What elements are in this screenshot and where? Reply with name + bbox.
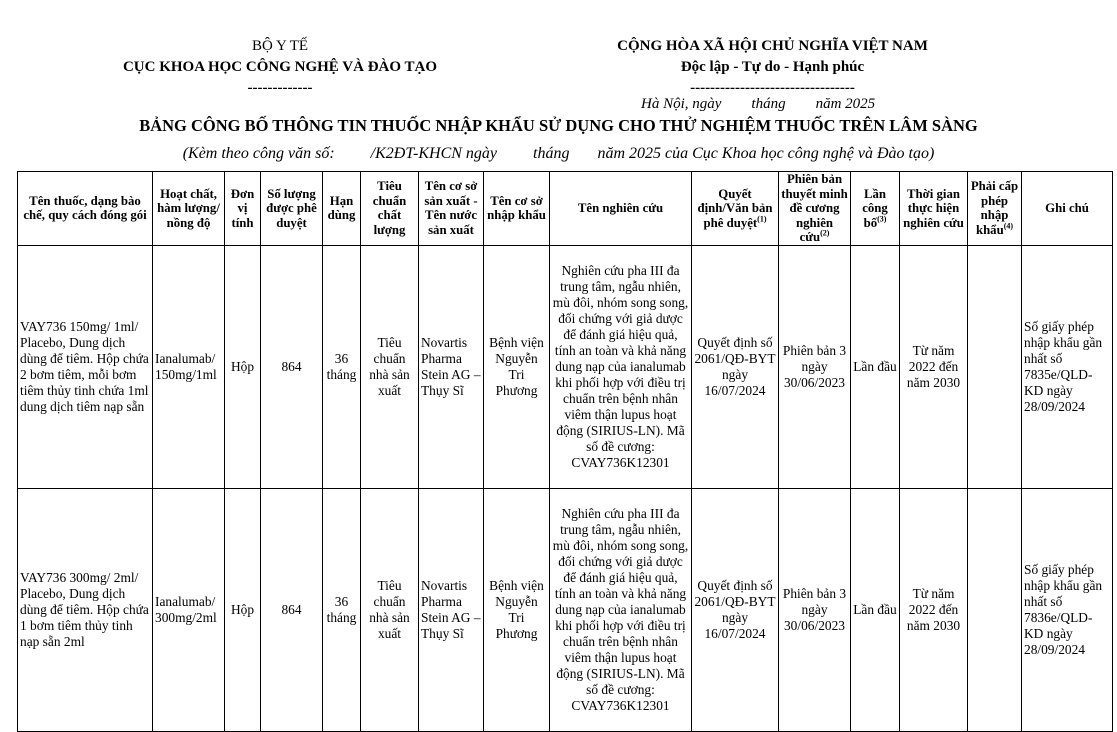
col-header-permit-label: Phải cấp phép nhập khẩu (970, 179, 1019, 237)
cell-ingredient: Ianalumab/ 300mg/2ml (153, 488, 225, 731)
col-header-study: Tên nghiên cứu (550, 172, 692, 246)
cell-note: Số giấy phép nhập khẩu gần nhất số 7836e/QLD-KD ngày 28/09/2024 (1022, 488, 1113, 731)
cell-quantity: 864 (261, 245, 323, 488)
document-subtitle: (Kèm theo công văn số: /K2ĐT-KHCN ngày tháng năm 2025 của Cục Khoa học công nghệ và Đào tạo) (182, 145, 935, 162)
col-header-manufacturer: Tên cơ sở sản xuất - Tên nước sản xuất (419, 172, 484, 246)
national-motto: Độc lập - Tự do - Hạnh phúc (680, 59, 865, 75)
national-underline: --------------------------------- (690, 80, 855, 96)
cell-ingredient: Ianalumab/ 150mg/1ml (153, 245, 225, 488)
cell-unit: Hộp (225, 245, 261, 488)
cell-quantity: 864 (261, 488, 323, 731)
col-header-note: Ghi chú (1022, 172, 1113, 246)
footnote-marker: (3) (877, 214, 887, 224)
cell-permit (968, 245, 1022, 488)
cell-expiry: 36 tháng (323, 488, 361, 731)
col-header-announce (851, 172, 900, 246)
cell-drug: VAY736 300mg/ 2ml/ Placebo, Dung dịch dùng để tiêm. Hộp chứa 1 bơm tiêm thủy tinh nạp sẵn 2ml (18, 488, 153, 731)
document-title: BẢNG CÔNG BỐ THÔNG TIN THUỐC NHẬP KHẨU SỬ DỤNG CHO THỬ NGHIỆM THUỐC TRÊN LÂM SÀNG (139, 116, 978, 135)
national-title: CỘNG HÒA XÃ HỘI CHỦ NGHĨA VIỆT NAM (617, 38, 928, 54)
col-header-importer: Tên cơ sở nhập khẩu (484, 172, 550, 246)
document-date: Hà Nội, ngày tháng năm 2025 (641, 96, 876, 112)
footnote-marker: (4) (1003, 221, 1014, 231)
col-header-version (779, 172, 851, 246)
cell-period: Từ năm 2022 đến năm 2030 (900, 245, 968, 488)
national-header (560, 36, 985, 99)
col-header-period: Thời gian thực hiện nghiên cứu (900, 172, 968, 246)
col-header-version-label: Phiên bản thuyết minh đề cương nghiên cứu (781, 172, 848, 244)
agency-header (60, 36, 500, 99)
cell-unit: Hộp (225, 488, 261, 731)
cell-importer: Bệnh viện Nguyễn Tri Phương (484, 488, 550, 731)
cell-note: Số giấy phép nhập khẩu gần nhất số 7835e/QLD-KD ngày 28/09/2024 (1022, 245, 1113, 488)
cell-drug: VAY736 150mg/ 1ml/ Placebo, Dung dịch dùng để tiêm. Hộp chứa 2 bơm tiêm, mỗi bơm tiêm thủy tinh chứa 1ml dung dịch tiêm nạp sẵn (18, 245, 153, 488)
cell-version: Phiên bản 3 ngày 30/06/2023 (779, 245, 851, 488)
col-header-standard: Tiêu chuẩn chất lượng (361, 172, 419, 246)
col-header-quantity: Số lượng được phê duyệt (261, 172, 323, 246)
cell-permit (968, 488, 1022, 731)
col-header-drug: Tên thuốc, dạng bào chế, quy cách đóng gói (18, 172, 153, 246)
col-header-decision-label: Quyết định/Văn bản phê duyệt (697, 186, 773, 230)
table-row (18, 488, 1113, 731)
cell-manufacturer: Novartis Pharma Stein AG – Thụy Sĩ (419, 488, 484, 731)
table-row (18, 245, 1113, 488)
table-header-row (18, 172, 1113, 246)
cell-study: Nghiên cứu pha III đa trung tâm, ngẫu nhiên, mù đôi, nhóm song song, đối chứng với giả dược để đánh giá hiệu quả, tính an toàn và khả năng dung nạp của ianalumab khi phối hợp với điều trị chuẩn trên bệnh nhân viêm thận lupus hoạt động (SIRIUS-LN). Mã số đề cương: CVAY736K12301 (550, 245, 692, 488)
col-header-ingredient: Hoạt chất, hàm lượng/ nồng độ (153, 172, 225, 246)
col-header-permit (968, 172, 1022, 246)
cell-standard: Tiêu chuẩn nhà sản xuất (361, 488, 419, 731)
footnote-marker: (1) (757, 214, 767, 224)
cell-decision: Quyết định số 2061/QĐ-BYT ngày 16/07/2024 (692, 488, 779, 731)
col-header-expiry: Hạn dùng (323, 172, 361, 246)
cell-announce: Lần đầu (851, 488, 900, 731)
cell-study: Nghiên cứu pha III đa trung tâm, ngẫu nhiên, mù đôi, nhóm song song, đối chứng với giả dược để đánh giá hiệu quả, tính an toàn và khả năng dung nạp của ianalumab khi phối hợp với điều trị chuẩn trên bệnh nhân viêm thận lupus hoạt động (SIRIUS-LN). Mã số đề cương: CVAY736K12301 (550, 488, 692, 731)
agency-underline: ------------- (247, 80, 313, 96)
cell-period: Từ năm 2022 đến năm 2030 (900, 488, 968, 731)
cell-manufacturer: Novartis Pharma Stein AG – Thụy Sĩ (419, 245, 484, 488)
cell-expiry: 36 tháng (323, 245, 361, 488)
cell-announce: Lần đầu (851, 245, 900, 488)
agency-name: CỤC KHOA HỌC CÔNG NGHỆ VÀ ĐÀO TẠO (122, 59, 438, 75)
col-header-unit: Đơn vị tính (225, 172, 261, 246)
drug-table (17, 171, 1113, 732)
cell-standard: Tiêu chuẩn nhà sản xuất (361, 245, 419, 488)
col-header-announce-label: Lần công bố (862, 186, 888, 230)
footnote-marker: (2) (820, 228, 830, 238)
ministry-name: BỘ Y TẾ (251, 38, 309, 54)
col-header-decision (692, 172, 779, 246)
cell-importer: Bệnh viện Nguyễn Tri Phương (484, 245, 550, 488)
cell-decision: Quyết định số 2061/QĐ-BYT ngày 16/07/2024 (692, 245, 779, 488)
cell-version: Phiên bản 3 ngày 30/06/2023 (779, 488, 851, 731)
